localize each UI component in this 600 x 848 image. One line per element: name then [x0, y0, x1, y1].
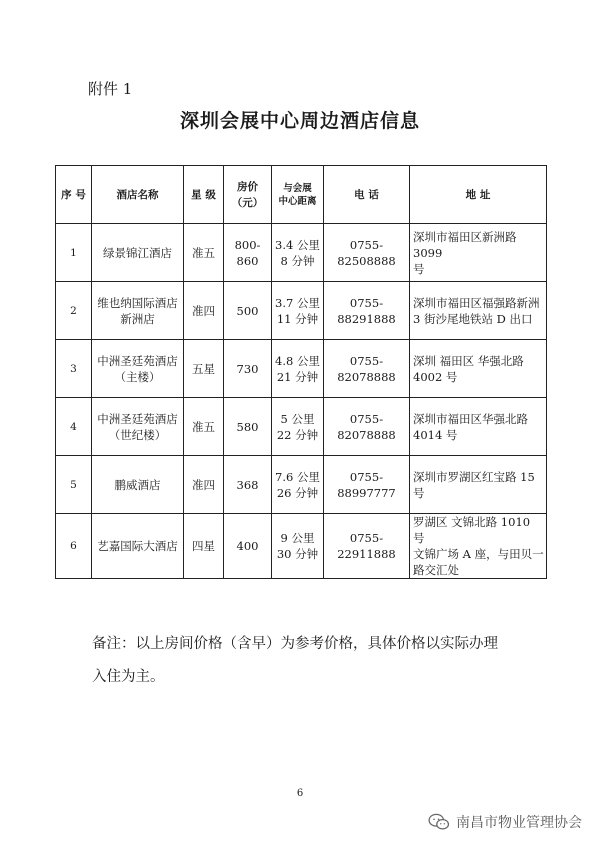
- cell-price-price: 800-860: [234, 237, 261, 268]
- cell-phone: [324, 456, 410, 514]
- cell-price: [224, 398, 272, 456]
- cell-hotel-name: [92, 224, 184, 282]
- cell-star: [184, 282, 224, 340]
- cell-distance-distance-1: 7.6 公里: [275, 469, 320, 484]
- cell-phone-phone: 0755-82078888: [337, 411, 396, 442]
- header-distance-line2: 中心距离: [278, 195, 317, 207]
- remark-line1: 备注：以上房间价格（含早）为参考价格，具体价格以实际办理: [92, 636, 498, 652]
- cell-star: [184, 398, 224, 456]
- cell-distance-distance-1: 9 公里: [280, 531, 315, 545]
- cell-distance-distance-2: 21 分钟: [276, 369, 319, 384]
- cell-hotel-name: [92, 340, 184, 398]
- table-row: [56, 282, 547, 340]
- cell-price-price: 730: [236, 361, 259, 376]
- cell-no-no: 2: [70, 304, 77, 317]
- cell-address: [410, 514, 547, 579]
- cell-hotel-name-name-1: 鹏威酒店: [114, 477, 161, 492]
- remark-note: [92, 628, 532, 694]
- cell-distance: [272, 456, 324, 514]
- cell-distance-distance-1: 4.8 公里: [275, 353, 320, 368]
- cell-star-star: 准四: [192, 477, 215, 492]
- cell-hotel-name: [92, 398, 184, 456]
- cell-price: [224, 514, 272, 579]
- cell-price: [224, 282, 272, 340]
- cell-hotel-name: [92, 282, 184, 340]
- header-phone: 电 话: [324, 166, 410, 224]
- cell-distance-distance-2: 11 分钟: [276, 311, 319, 326]
- cell-star: [184, 224, 224, 282]
- cell-hotel-name-name-1: 维也纳国际酒店: [97, 295, 178, 310]
- cell-hotel-name-name-1: 艺嘉国际大酒店: [97, 539, 178, 553]
- cell-price-price: 500: [236, 303, 259, 318]
- table-row: [56, 514, 547, 579]
- cell-address-address-1: 深圳市罗湖区红宝路 15 号: [413, 469, 535, 500]
- cell-distance-distance-2: 26 分钟: [276, 485, 319, 500]
- cell-star: [184, 456, 224, 514]
- cell-star-star: 准四: [192, 303, 215, 318]
- cell-no: [56, 340, 92, 398]
- header-address: 地 址: [410, 166, 547, 224]
- cell-distance: [272, 514, 324, 579]
- cell-price: [224, 224, 272, 282]
- cell-address: [410, 282, 547, 340]
- cell-address-address-2: 文锦广场 A 座，与田贝一: [413, 547, 544, 561]
- cell-address-address-1: 罗湖区 文锦北路 1010 号: [413, 515, 531, 545]
- cell-hotel-name-name-2: 新洲店: [120, 311, 155, 326]
- cell-no-no: 3: [70, 362, 77, 375]
- cell-phone-phone: 0755-88291888: [337, 295, 396, 326]
- remark-line2: 入住为主。: [92, 669, 165, 685]
- cell-phone: [324, 398, 410, 456]
- cell-no-no: 5: [70, 478, 77, 491]
- cell-hotel-name-name-2: （主楼）: [114, 369, 161, 384]
- table-header-row: [56, 166, 547, 224]
- cell-phone: [324, 282, 410, 340]
- watermark: [428, 812, 582, 832]
- cell-address-address-1: 深圳市福田区福强路新洲: [413, 295, 540, 310]
- cell-distance: [272, 282, 324, 340]
- cell-phone-phone: 0755-88997777: [337, 469, 396, 500]
- cell-price-price: 580: [236, 419, 259, 434]
- cell-distance: [272, 224, 324, 282]
- cell-hotel-name: [92, 456, 184, 514]
- attachment-label: 附件 1: [88, 80, 133, 98]
- cell-address-address-1: 深圳 福田区 华强北路: [413, 353, 524, 368]
- cell-price-price: 400: [236, 539, 259, 553]
- cell-hotel-name-name-1: 绿景锦江酒店: [103, 245, 172, 260]
- cell-hotel-name-name-1: 中洲圣廷苑酒店: [97, 353, 178, 368]
- cell-address-address-1: 深圳市福田区新洲路 3099: [413, 229, 517, 260]
- cell-phone: [324, 224, 410, 282]
- cell-star-star: 准五: [192, 419, 215, 434]
- cell-phone-phone: 0755-82078888: [337, 353, 396, 384]
- cell-no-no: 6: [70, 540, 77, 552]
- cell-address-address-2: 号: [413, 261, 425, 276]
- cell-address-address-2: 4002 号: [413, 369, 458, 384]
- wechat-icon: [428, 813, 450, 831]
- header-no: 序 号: [56, 166, 92, 224]
- cell-phone: [324, 514, 410, 579]
- header-distance: [272, 166, 324, 224]
- cell-star: [184, 514, 224, 579]
- cell-address: [410, 398, 547, 456]
- cell-star-star: 准五: [192, 245, 215, 260]
- cell-distance-distance-1: 3.4 公里: [275, 237, 320, 252]
- cell-address: [410, 456, 547, 514]
- cell-distance-distance-2: 22 分钟: [276, 427, 319, 442]
- cell-star-star: 五星: [192, 361, 215, 376]
- cell-phone: [324, 340, 410, 398]
- cell-distance: [272, 398, 324, 456]
- header-name: 酒店名称: [92, 166, 184, 224]
- cell-no-no: 4: [70, 420, 77, 433]
- cell-distance-distance-2: 30 分钟: [276, 547, 319, 561]
- cell-no: [56, 282, 92, 340]
- cell-star: [184, 340, 224, 398]
- cell-address-address-3: 路交汇处: [413, 563, 459, 577]
- cell-price: [224, 456, 272, 514]
- page-title: 深圳会展中心周边酒店信息: [179, 110, 420, 132]
- cell-star-star: 四星: [192, 539, 215, 553]
- cell-price-price: 368: [236, 477, 259, 492]
- table-row: [56, 340, 547, 398]
- table-row: [56, 456, 547, 514]
- cell-hotel-name: [92, 514, 184, 579]
- cell-distance: [272, 340, 324, 398]
- cell-phone-phone: 0755-82508888: [337, 237, 396, 268]
- cell-hotel-name-name-2: （世纪楼）: [108, 427, 167, 442]
- cell-no-no: 1: [70, 246, 77, 259]
- cell-phone-phone: 0755-22911888: [337, 531, 396, 561]
- page-number: 6: [296, 788, 304, 799]
- cell-address-address-2: 4014 号: [413, 427, 458, 442]
- cell-address: [410, 340, 547, 398]
- table-row: [56, 398, 547, 456]
- cell-no: [56, 224, 92, 282]
- hotel-table: [55, 165, 547, 579]
- cell-no: [56, 456, 92, 514]
- cell-address: [410, 224, 547, 282]
- table-row: [56, 224, 547, 282]
- cell-price: [224, 340, 272, 398]
- cell-distance-distance-1: 3.7 公里: [275, 295, 320, 310]
- watermark-text: 南昌市物业管理协会: [456, 815, 582, 831]
- header-star: 星 级: [184, 166, 224, 224]
- cell-hotel-name-name-1: 中洲圣廷苑酒店: [97, 411, 178, 426]
- header-distance-line1: 与会展: [283, 182, 312, 194]
- cell-no: [56, 398, 92, 456]
- cell-distance-distance-2: 8 分钟: [280, 253, 315, 268]
- cell-no: [56, 514, 92, 579]
- header-price: 房价（元）: [224, 166, 272, 224]
- cell-address-address-1: 深圳市福田区华强北路: [413, 411, 528, 426]
- cell-distance-distance-1: 5 公里: [280, 411, 315, 426]
- cell-address-address-2: 3 街沙尾地铁站 D 出口: [413, 311, 533, 326]
